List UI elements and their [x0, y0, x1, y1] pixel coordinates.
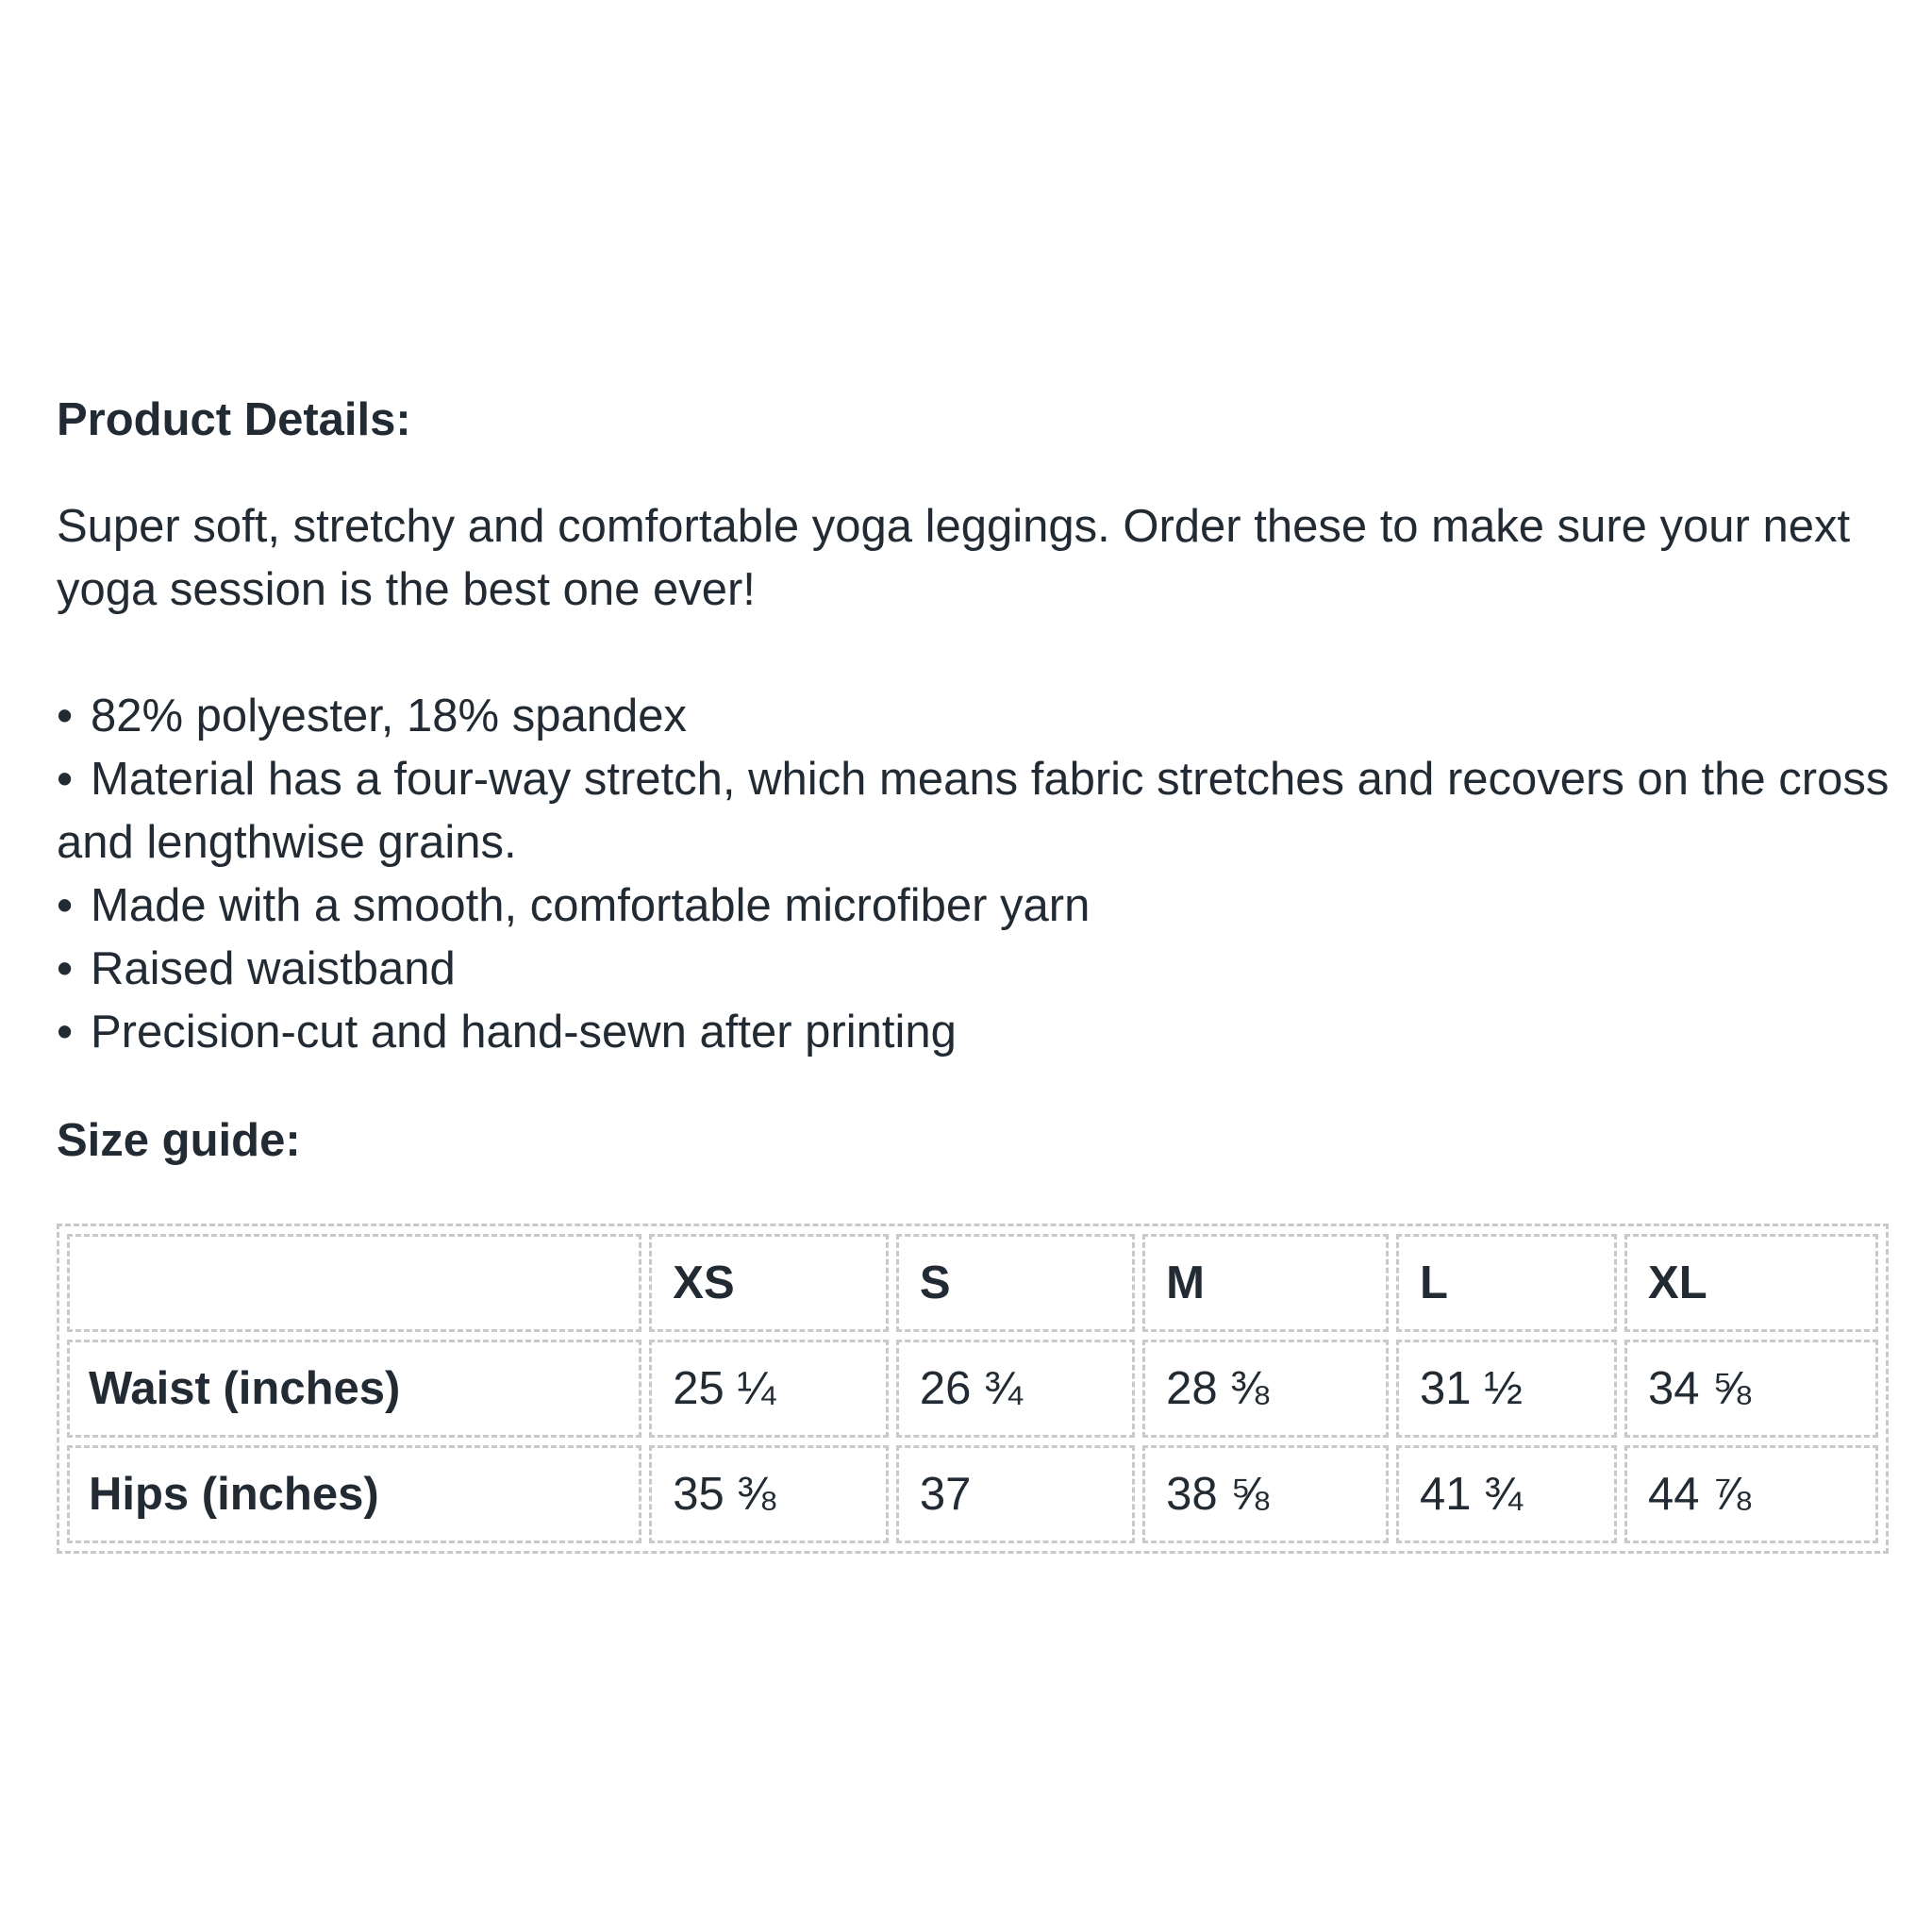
- table-cell: 35 ⅜: [649, 1445, 889, 1543]
- feature-item: [57, 938, 1896, 1001]
- feature-item: [57, 1001, 1896, 1064]
- product-description: [57, 389, 1896, 1173]
- table-header-cell: [67, 1234, 641, 1332]
- table-row: [67, 1340, 1878, 1438]
- table-cell: 37: [896, 1445, 1135, 1543]
- table-cell: 26 ¾: [896, 1340, 1135, 1438]
- feature-text: 82% polyester, 18% spandex: [91, 691, 687, 741]
- feature-list: [57, 685, 1896, 1064]
- feature-text: Material has a four-way stretch, which means fabric stretches and recovers on the cross and lengthwise grains.: [57, 754, 1890, 868]
- feature-item: [57, 748, 1896, 874]
- table-row: [67, 1445, 1878, 1543]
- table-cell: 41 ¾: [1396, 1445, 1617, 1543]
- table-header-cell: S: [896, 1234, 1135, 1332]
- table-cell: 28 ⅜: [1142, 1340, 1389, 1438]
- bullet-icon: •: [57, 1007, 74, 1058]
- bullet-icon: •: [57, 691, 74, 741]
- feature-item: [57, 685, 1896, 748]
- row-label: Waist (inches): [67, 1340, 641, 1438]
- bullet-icon: •: [57, 880, 74, 931]
- table-header-cell: XL: [1624, 1234, 1878, 1332]
- size-guide-table: [57, 1224, 1889, 1554]
- bullet-icon: •: [57, 754, 74, 805]
- feature-text: Made with a smooth, comfortable microfiber yarn: [91, 880, 1091, 931]
- table-cell: 44 ⅞: [1624, 1445, 1878, 1543]
- row-label: Hips (inches): [67, 1445, 641, 1543]
- bullet-icon: •: [57, 943, 74, 994]
- table-header-cell: L: [1396, 1234, 1617, 1332]
- table-cell: 38 ⅝: [1142, 1445, 1389, 1543]
- table-cell: 34 ⅝: [1624, 1340, 1878, 1438]
- feature-item: [57, 874, 1896, 938]
- product-details-heading: Product Details:: [57, 394, 411, 445]
- product-description-text: Super soft, stretchy and comfortable yoga leggings. Order these to make sure your next yoga session is the best one ever!: [57, 501, 1851, 615]
- table-cell: 25 ¼: [649, 1340, 889, 1438]
- table-header-cell: XS: [649, 1234, 889, 1332]
- table-header-cell: M: [1142, 1234, 1389, 1332]
- feature-text: Raised waistband: [91, 943, 456, 994]
- table-header-row: [67, 1234, 1878, 1332]
- feature-text: Precision-cut and hand-sewn after printing: [91, 1007, 957, 1058]
- size-guide-heading: Size guide:: [57, 1115, 301, 1166]
- table-cell: 31 ½: [1396, 1340, 1617, 1438]
